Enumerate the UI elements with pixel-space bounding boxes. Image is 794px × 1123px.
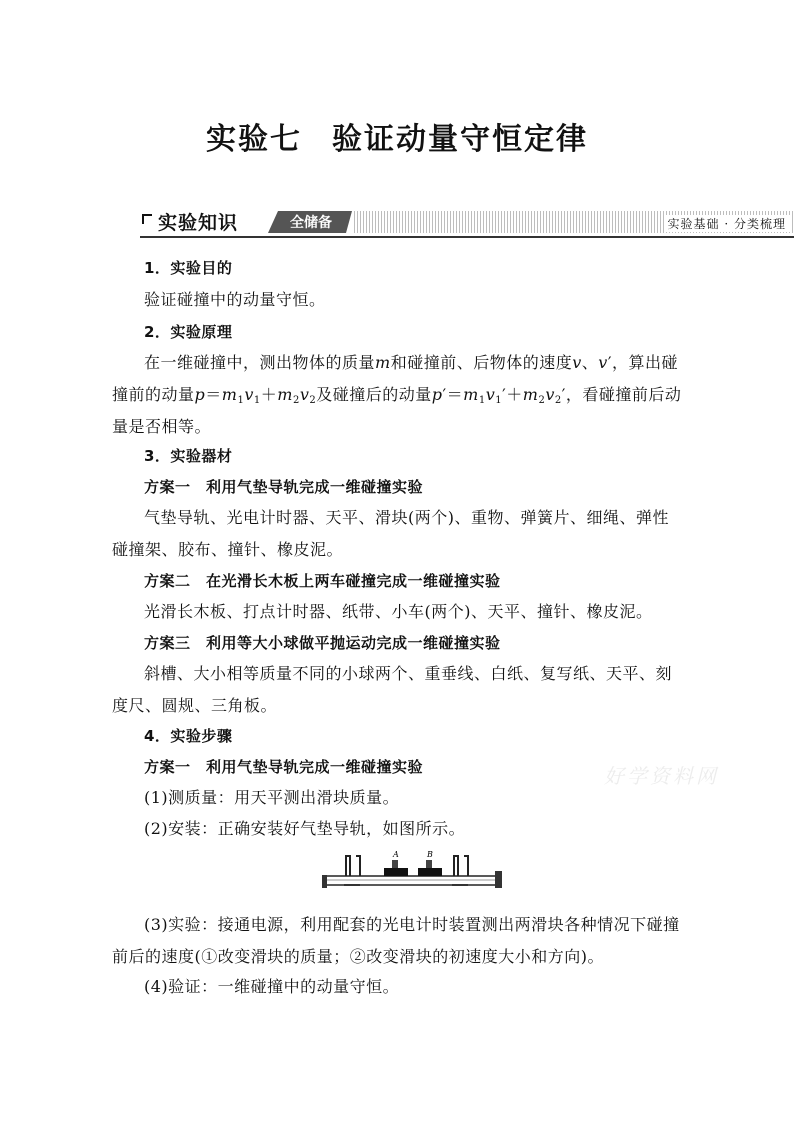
step-4: (4)验证：一维碰撞中的动量守恒。 [144, 977, 400, 996]
slider-a-flag [392, 860, 398, 868]
right-photogate-arm [464, 856, 468, 876]
right-end-block [495, 871, 502, 888]
step-1: (1)测质量：用天平测出滑块质量。 [144, 788, 400, 807]
slider-b-flag [426, 860, 432, 868]
heading-purpose: 1．实验目的 [144, 259, 233, 277]
air-track-figure [322, 848, 504, 896]
banner-underline [140, 236, 794, 238]
right-photogate [454, 856, 458, 876]
principle-paragraph: 在一维碰撞中，测出物体的质量m和碰撞前、后物体的速度v、v′，算出碰撞前的动量$p=m_1v_1+m_2v_2$及碰撞后的动量$p'=m_1v_1'+m_2v_2'$，看碰撞前后动量是否相等。 [112, 353, 682, 436]
label-b: B [427, 850, 433, 859]
page-title [0, 114, 794, 158]
equip-plan3-body: 斜槽、大小相等质量不同的小球两个、重垂线、白纸、复写纸、天平、刻度尺、圆规、三角板。 [112, 664, 673, 715]
steps-plan1-title: 方案一 利用气垫导轨完成一维碰撞实验 [144, 758, 424, 776]
title-part1: 实验七 [206, 122, 302, 157]
section-banner [140, 208, 794, 238]
label-a: A [393, 850, 399, 859]
slider-a [384, 868, 408, 876]
equip-plan3-title: 方案三 利用等大小球做平抛运动完成一维碰撞实验 [144, 634, 501, 652]
air-track-rail [324, 876, 500, 885]
step-3: (3)实验：接通电源，利用配套的光电计时装置测出两滑块各种情况下碰撞前后的速度(①改变滑块的质量；②改变滑块的初速度大小和方向)。 [112, 915, 680, 966]
right-gate-base [452, 884, 468, 886]
equip-plan1-title: 方案一 利用气垫导轨完成一维碰撞实验 [144, 478, 424, 496]
banner-label: 实验知识 [158, 212, 239, 234]
heading-steps: 4．实验步骤 [144, 727, 233, 745]
corner-mark [142, 214, 152, 224]
heading-principle: 2．实验原理 [144, 323, 233, 341]
slider-b [418, 868, 442, 876]
title-part2: 验证动量守恒定律 [332, 122, 588, 157]
left-gate-base [344, 884, 360, 886]
heading-equipment: 3．实验器材 [144, 447, 233, 465]
banner-tag: 全储备 [290, 215, 332, 231]
equip-plan2-body: 光滑长木板、打点计时器、纸带、小车(两个)、天平、撞针、橡皮泥。 [144, 602, 653, 621]
equip-plan2-title: 方案二 在光滑长木板上两车碰撞完成一维碰撞实验 [144, 572, 501, 590]
left-photogate-arm [356, 856, 360, 876]
step-2: (2)安装：正确安装好气垫导轨，如图所示。 [144, 819, 466, 838]
left-photogate [346, 856, 350, 876]
purpose-text: 验证碰撞中的动量守恒。 [144, 290, 326, 309]
banner-right-label: 实验基础 · 分类梳理 [664, 215, 790, 232]
watermark: 好学资料网 [604, 764, 719, 788]
left-end-block [322, 875, 327, 888]
equip-plan1-body: 气垫导轨、光电计时器、天平、滑块(两个)、重物、弹簧片、细绳、弹性碰撞架、胶布、撞针、橡皮泥。 [112, 508, 669, 559]
